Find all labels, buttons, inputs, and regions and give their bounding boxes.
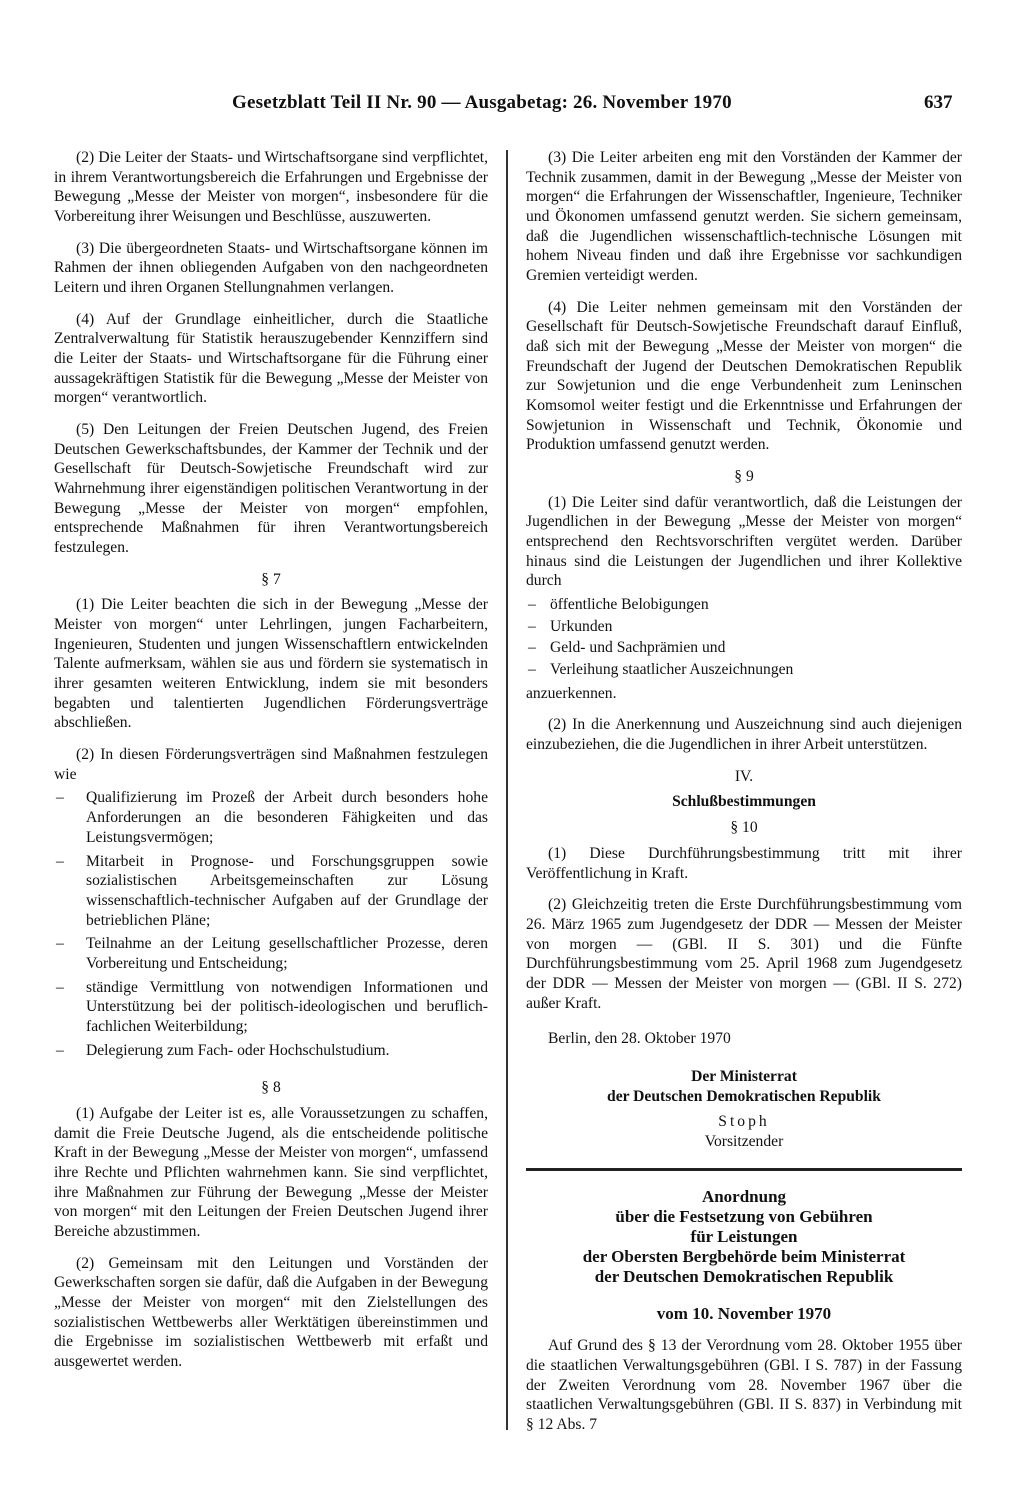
list-item: – Verleihung staatlicher Auszeichnungen bbox=[526, 660, 962, 680]
right-column bbox=[526, 148, 962, 1447]
list-item: – Delegierung zum Fach- oder Hochschulstudium. bbox=[54, 1041, 488, 1061]
ordinance-title-line: für Leistungen bbox=[690, 1226, 798, 1246]
paragraph: anzuerkennen. bbox=[526, 684, 617, 702]
recognition-list bbox=[526, 595, 962, 680]
section-heading: § 9 bbox=[734, 468, 754, 486]
list-item: – Teilnahme an der Leitung gesellschaftlicher Prozesse, deren Vorbereitung und Entscheidung; bbox=[54, 934, 488, 973]
signatory-role: Vorsitzender bbox=[704, 1132, 784, 1150]
paragraph: (2) Gleichzeitig treten die Erste Durchführungsbestimmung vom 26. März 1965 zum Jugendgesetz der DDR — Messen der Meister von morgen — (GBl. II S. 301) und die Fünfte Durchführungsbestimmung vom 25. April 1968 zum Jugendgesetz der DDR — Messen der Meister von morgen — (GBl. II S. 272) außer Kraft. bbox=[526, 896, 962, 1012]
page-header bbox=[0, 82, 1024, 116]
paragraph: (1) Diese Durchführungsbestimmung tritt mit ihrer Veröffentlichung in Kraft. bbox=[526, 844, 962, 882]
place-date: Berlin, den 28. Oktober 1970 bbox=[548, 1030, 731, 1048]
paragraph: (4) Auf der Grundlage einheitlicher, durch die Staatliche Zentralverwaltung für Statistik herauszugebender Kennziffern sind die Leiter der Staats- und Wirtschaftsorgane für die Führung einer aussagekräftigen Statistik für die Bewegung „Messe der Meister von morgen“ verantwortlich. bbox=[54, 310, 488, 407]
column-divider bbox=[506, 150, 508, 1430]
list-item: – öffentliche Belobigungen bbox=[526, 595, 962, 615]
paragraph: (3) Die übergeordneten Staats- und Wirtschaftsorgane können im Rahmen der ihnen obliegenden Aufgaben von den nachgeordneten Leitern und ihren Organen Stellungnahmen verlangen. bbox=[54, 239, 488, 297]
left-column bbox=[54, 148, 488, 1384]
header-title: Gesetzblatt Teil II Nr. 90 — Ausgabetag: 26. November 1970 bbox=[232, 92, 732, 113]
section-heading: § 10 bbox=[730, 819, 758, 837]
measures-list bbox=[54, 788, 488, 1060]
paragraph: Auf Grund des § 13 der Verordnung vom 28. Oktober 1955 über die staatlichen Verwaltungsgebühren (GBl. I S. 787) in der Fassung der Zweiten Verordnung vom 28. November 1967 über die staatlichen Verwaltungsgebühren (GBl. II S. 837) in Verbindung mit § 12 Abs. 7 bbox=[526, 1337, 962, 1433]
section-heading: § 8 bbox=[261, 1079, 281, 1097]
list-item: – Qualifizierung im Prozeß der Arbeit durch besonders hohe Anforderungen an die besonderen Fähigkeiten und das Leistungsvermögen; bbox=[54, 788, 488, 847]
paragraph: (4) Die Leiter nehmen gemeinsam mit den Vorständen der Gesellschaft für Deutsch-Sowjetische Freundschaft darauf Einfluß, daß sich mit der Bewegung „Messe der Meister von morgen“ die Freundschaft der Jugend der Deutschen Demokratischen Republik zur Sowjetunion und die enge Verbundenheit zum Leninschen Komsomol weiter festigt und die Erkenntnisse und Erfahrungen der Sowjetunion in Wissenschaft und Technik, Ökonomie und Produktion umfassend genutzt werden. bbox=[526, 298, 962, 454]
ordinance-title bbox=[526, 1187, 962, 1287]
part-heading: IV. bbox=[734, 767, 754, 785]
paragraph: (2) Gemeinsam mit den Leitungen und Vorständen der Gewerkschaften sorgen sie dafür, daß die Aufgaben in der Bewegung „Messe der Meister von morgen“ mit den Zielstellungen des sozialistischen Wettbewerbs aller Werktätigen übereinstimmen und die Ergebnisse im sozialistischen Wettbewerb mit erfaßt und ausgewertet werden. bbox=[54, 1254, 488, 1370]
paragraph: (5) Den Leitungen der Freien Deutschen Jugend, des Freien Deutschen Gewerkschaftsbundes, der Kammer der Technik und der Gesellschaft für Deutsch-Sowjetische Freundschaft wird zur Wahrnehmung ihrer eigenständigen politischen Verantwortung in der Bewegung „Messe der Meister von morgen“ empfohlen, entsprechende Maßnahmen für ihren Verantwortungsbereich festzulegen. bbox=[54, 421, 488, 557]
paragraph: (1) Die Leiter sind dafür verantwortlich, daß die Leistungen der Jugendlichen in der Bewegung „Messe der Meister von morgen“ entsprechend den Rechtsvorschriften vergütet werden. Darüber hinaus sind die Leistungen der Jugendlichen und ihrer Kollektive durch bbox=[526, 493, 962, 590]
page-number: 637 bbox=[924, 92, 953, 113]
paragraph: (3) Die Leiter arbeiten eng mit den Vorständen der Kammer der Technik zusammen, damit in der Bewegung „Messe der Meister von morgen“ die Erfahrungen der Wissenschaftler, Ingenieure, Techniker und Ökonomen umfassend genutzt werden. Sie sichern gemeinsam, daß die Jugendlichen wissenschaftlich-technische Lösungen mit hohem Niveau finden und daß ihre Ergebnisse vor sachkundigen Gremien verteidigt werden. bbox=[526, 149, 962, 285]
paragraph: (1) Aufgabe der Leiter ist es, alle Voraussetzungen zu schaffen, damit die Freie Deutsche Jugend, als die entscheidende politische Kraft in der Bewegung „Messe der Meister von morgen“, umfassend ihre Rechte und Pflichten wahrnehmen kann. Sie sind verpflichtet, ihre Maßnahmen zur Führung der Bewegung „Messe der Meister von morgen“ mit den Leitungen der Freien Deutschen Jugend ihrer Bereiche abzustimmen. bbox=[54, 1104, 488, 1240]
ordinance-title-line: der Deutschen Demokratischen Republik bbox=[594, 1266, 894, 1286]
ordinance-title-line: über die Festsetzung von Gebühren bbox=[615, 1206, 873, 1226]
section-rule bbox=[526, 1168, 962, 1171]
ordinance-title-line: der Obersten Bergbehörde beim Ministerrat bbox=[582, 1246, 906, 1266]
signatory-name: Stoph bbox=[718, 1113, 770, 1131]
paragraph: (2) In diesen Förderungsverträgen sind Maßnahmen festzulegen wie bbox=[54, 746, 488, 783]
signature-body: der Deutschen Demokratischen Republik bbox=[607, 1087, 881, 1105]
section-heading: § 7 bbox=[261, 570, 281, 588]
list-item: – Urkunden bbox=[526, 617, 962, 637]
paragraph: (2) In die Anerkennung und Auszeichnung sind auch diejenigen einzubeziehen, die die Jugendlichen in ihrer Arbeit unterstützen. bbox=[526, 716, 962, 754]
ordinance-title-line: Anordnung bbox=[701, 1186, 787, 1206]
list-item: – Mitarbeit in Prognose- und Forschungsgruppen sowie sozialistischen Arbeitsgemeinschaften zur Lösung wissenschaftlich-technischer Aufgaben auf der Grundlage der betrieblichen Pläne; bbox=[54, 852, 488, 931]
paragraph: (1) Die Leiter beachten die sich in der Bewegung „Messe der Meister von morgen“ unter Lehrlingen, jungen Facharbeitern, Ingenieuren, Studenten und jungen Wissenschaftlern entwickelnden Talente aufmerksam, wählen sie aus und fördern sie systematisch in ihrer gesamten weiteren Entwicklung, indem sie mit besonders begabten und talentierten Jugendlichen Förderungsverträge abschließen. bbox=[54, 596, 488, 732]
list-item: – ständige Vermittlung von notwendigen Informationen und Unterstützung bei der politisch-ideologischen und beruflich-fachlichen Weiterbildung; bbox=[54, 978, 488, 1037]
paragraph: (2) Die Leiter der Staats- und Wirtschaftsorgane sind verpflichtet, in ihrem Verantwortungsbereich die Erfahrungen und Ergebnisse der Bewegung „Messe der Meister von morgen“, insbesondere für die Vorbereitung ihrer Weisungen und Beschlüsse, auszuwerten. bbox=[54, 149, 488, 226]
ordinance-date: vom 10. November 1970 bbox=[656, 1303, 832, 1323]
part-title: Schlußbestimmungen bbox=[672, 793, 816, 811]
signature-body: Der Ministerrat bbox=[691, 1067, 797, 1085]
list-item: – Geld- und Sachprämien und bbox=[526, 638, 962, 658]
